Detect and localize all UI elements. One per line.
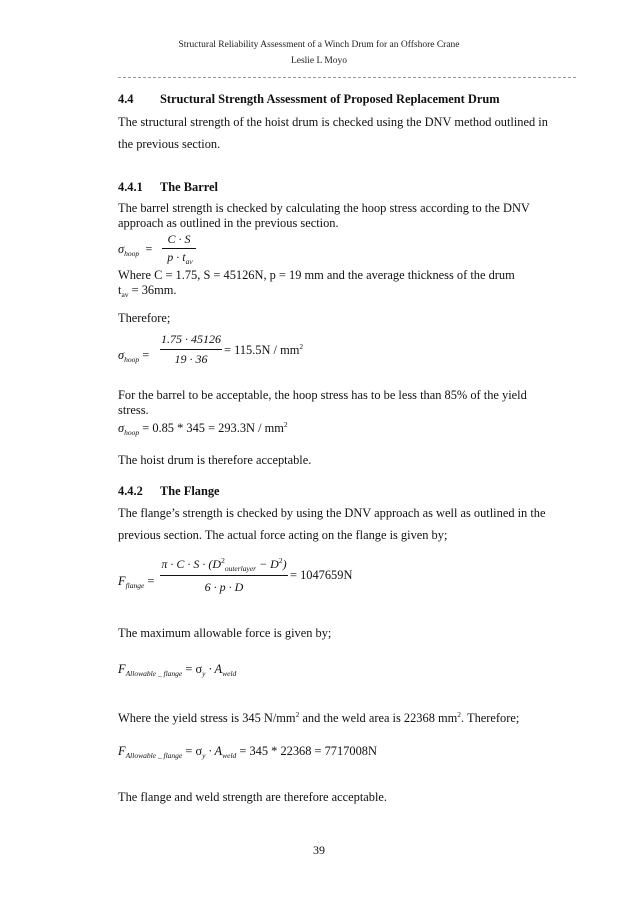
section-title: Structural Strength Assessment of Proposed Replacement Drum	[160, 92, 500, 106]
hoop-calc-lhs: $\sigma_{hoop}$ =	[118, 348, 150, 364]
hoop-formula-denominator: $p \cdot t_{av}$	[167, 250, 193, 266]
hoop-limit-eq: $\sigma_{hoop} = 0.85 * 345 = 293.3N / mm^2$	[118, 420, 288, 437]
hoop-calc-denominator: 19 · 36	[174, 352, 208, 366]
flange-formula-denominator: 6 · p · D	[204, 580, 244, 594]
flange-max-allowable: The maximum allowable force is given by;	[118, 626, 332, 640]
subsection-heading-flange	[118, 484, 573, 499]
flange-formula-result: = 1047659N	[290, 568, 353, 582]
section-heading	[118, 92, 573, 107]
subsection-number: 4.4.1	[118, 180, 143, 194]
flange-conclusion: The flange and weld strength are therefore acceptable.	[118, 790, 388, 804]
barrel-text-line1: The barrel strength is checked by calculating the hoop stress according to the DNV	[118, 201, 530, 215]
flange-formula-numerator: $\pi \cdot C \cdot S \cdot (D^2_{outerlayer} - D^2)$	[161, 556, 287, 573]
barrel-conclusion: The hoist drum is therefore acceptable.	[118, 453, 312, 467]
allowable-calc: $F_{Allowable \_ flange} = \sigma_y \cdot A_{weld} = 345 * 22368 = 7717008N$	[118, 744, 377, 760]
hoop-calc-result: = $115.5N / mm^2$	[224, 342, 304, 357]
barrel-criterion-line1: For the barrel to be acceptable, the hoop stress has to be less than 85% of the yield	[118, 388, 527, 402]
section-intro-line2: the previous section.	[118, 137, 221, 151]
flange-formula-bar	[160, 575, 288, 576]
barrel-text-line2: approach as outlined in the previous section.	[118, 216, 339, 230]
hoop-calc-numerator: 1.75 · 45126	[161, 332, 221, 346]
subsection-heading-barrel	[118, 180, 573, 195]
flange-yield-text: Where the yield stress is 345 $N/mm^2$ and the weld area is 22368 $mm^2$. Therefore;	[118, 710, 520, 725]
running-header-author: Leslie L Moyo	[290, 56, 348, 66]
hoop-formula-numerator: C · S	[167, 232, 191, 246]
barrel-therefore: Therefore;	[118, 311, 171, 325]
section-intro-line1: The structural strength of the hoist drum is checked using the DNV method outlined in	[118, 115, 548, 129]
subsection-number: 4.4.2	[118, 484, 143, 498]
running-header-title: Structural Reliability Assessment of a Winch Drum for an Offshore Crane	[178, 40, 460, 50]
barrel-where-line2: $t_{av} = 36mm$.	[118, 283, 177, 299]
hoop-calc-bar	[160, 349, 222, 350]
barrel-criterion-line2: stress.	[118, 403, 149, 417]
subsection-title: The Barrel	[160, 180, 218, 194]
section-number: 4.4	[118, 92, 134, 106]
hoop-formula-bar	[162, 248, 196, 249]
page-number: 39	[313, 843, 325, 857]
flange-text-line1: The flange’s strength is checked by using the DNV approach as well as outlined in the	[118, 506, 546, 520]
allowable-formula: $F_{Allowable \_ flange} = \sigma_y \cdot A_{weld}$	[118, 662, 237, 678]
barrel-where-line1: Where C = 1.75, S = 45126N, p = 19 mm and the average thickness of the drum	[118, 268, 515, 282]
flange-formula-lhs: $F_{flange}$ =	[118, 574, 155, 590]
flange-text-line2: previous section. The actual force acting on the flange is given by;	[118, 528, 448, 542]
subsection-title: The Flange	[160, 484, 220, 498]
hoop-formula-lhs: $\sigma_{hoop}$ =	[118, 242, 153, 258]
header-rule	[118, 77, 576, 78]
